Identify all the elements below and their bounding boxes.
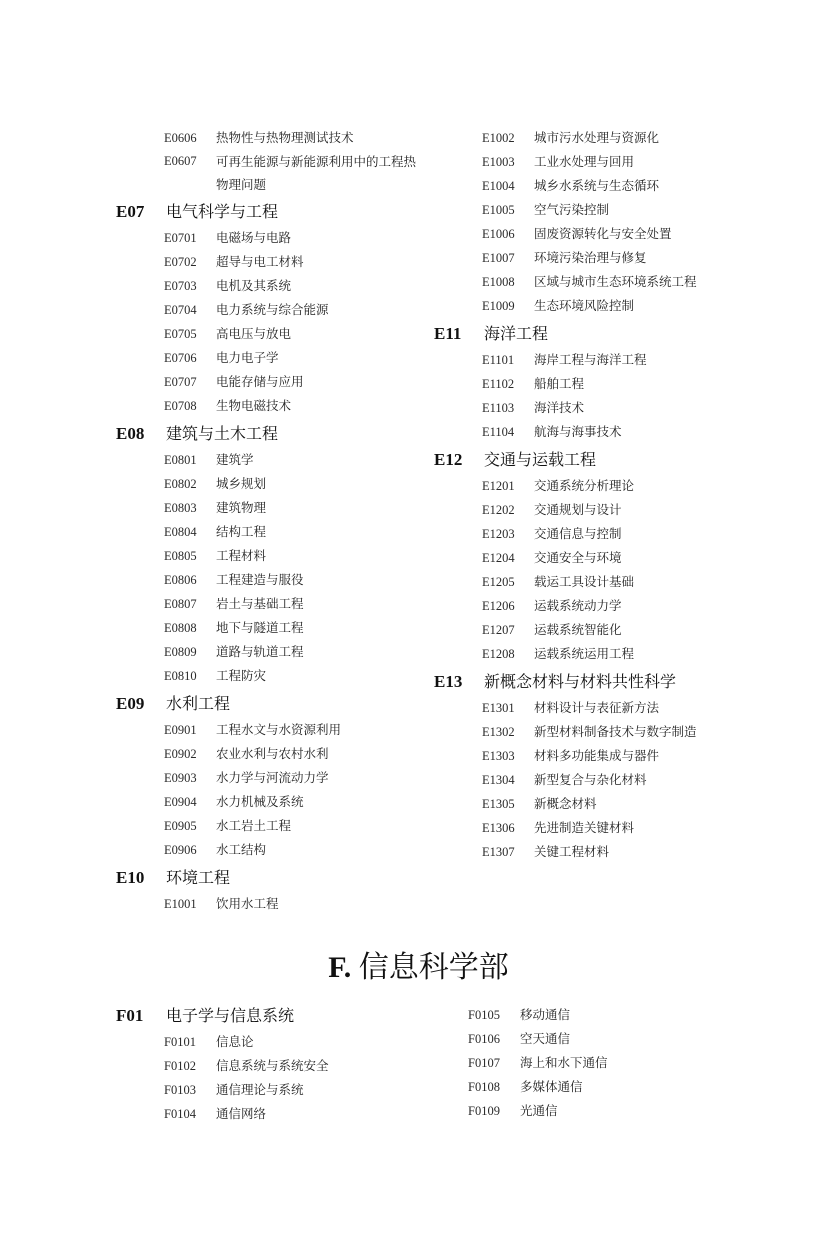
list-item: [434, 546, 754, 570]
list-item: [434, 420, 754, 444]
list-item: [116, 250, 436, 274]
item-code: F0105: [468, 1008, 500, 1022]
list-item: [116, 616, 436, 640]
item-name: 交通系统分析理论: [534, 478, 635, 493]
list-item: [116, 718, 436, 742]
list-item: [434, 174, 754, 198]
list-item: [420, 1099, 720, 1123]
item-code: E0810: [164, 669, 197, 683]
item-code: E1005: [482, 203, 515, 217]
list-item: [116, 742, 436, 766]
item-code: E1001: [164, 897, 197, 911]
item-name: 城乡水系统与生态循环: [534, 178, 660, 193]
list-item: [434, 348, 754, 372]
item-name: 光通信: [520, 1103, 558, 1118]
item-name: 建筑物理: [216, 500, 267, 515]
item-name: 新型复合与杂化材料: [534, 772, 647, 787]
item-name: 结构工程: [216, 524, 267, 539]
item-code: E1303: [482, 749, 515, 763]
item-code: E1003: [482, 155, 515, 169]
list-item: [434, 594, 754, 618]
item-code: E1006: [482, 227, 515, 241]
item-name: 工程防灾: [216, 668, 267, 683]
item-code: E0803: [164, 501, 197, 515]
group-code: F01: [116, 1006, 144, 1025]
list-item: [116, 790, 436, 814]
list-item: [434, 222, 754, 246]
group-code: E07: [116, 202, 145, 221]
list-item: [116, 150, 436, 196]
item-name: 工业水处理与回用: [534, 154, 635, 169]
item-code: E1002: [482, 131, 515, 145]
group-name: 海洋工程: [484, 324, 549, 343]
item-code: E1202: [482, 503, 515, 517]
group-heading: [116, 690, 436, 718]
group-code: E11: [434, 324, 462, 343]
item-name: 运载系统动力学: [534, 598, 622, 613]
item-name: 运载系统智能化: [534, 622, 622, 637]
list-item: [116, 814, 436, 838]
group-name: 水利工程: [166, 694, 231, 713]
list-item: [116, 766, 436, 790]
group-code: E12: [434, 450, 463, 469]
item-code: E0906: [164, 843, 197, 857]
list-item: [116, 592, 436, 616]
group-code: E13: [434, 672, 463, 691]
list-item: [116, 226, 436, 250]
item-code: F0102: [164, 1059, 196, 1073]
item-name: 城乡规划: [216, 476, 267, 491]
list-item: [434, 570, 754, 594]
group-heading: [116, 420, 436, 448]
item-name: 可再生能源与新能源利用中的工程热物理问题: [216, 154, 417, 192]
list-item: [116, 322, 436, 346]
group-heading: [116, 1002, 456, 1030]
section-f-left-column: [116, 1000, 456, 1126]
item-name: 工程水文与水资源利用: [216, 722, 342, 737]
group-name: 环境工程: [166, 868, 231, 887]
group-code: E10: [116, 868, 145, 887]
item-code: F0103: [164, 1083, 196, 1097]
item-name: 工程材料: [216, 548, 267, 563]
group-heading: [116, 864, 436, 892]
item-name: 交通信息与控制: [534, 526, 622, 541]
list-item: [116, 394, 436, 418]
item-code: E1203: [482, 527, 515, 541]
group-name: 新概念材料与材料共性科学: [484, 672, 677, 691]
item-code: E0806: [164, 573, 197, 587]
list-item: [434, 270, 754, 294]
item-code: E0707: [164, 375, 197, 389]
item-code: E1307: [482, 845, 515, 859]
item-code: E1004: [482, 179, 515, 193]
item-name: 航海与海事技术: [534, 424, 622, 439]
item-name: 关键工程材料: [534, 844, 610, 859]
item-name: 城市污水处理与资源化: [534, 130, 660, 145]
item-name: 电力电子学: [216, 350, 279, 365]
item-name: 地下与隧道工程: [216, 620, 304, 635]
list-item: [116, 298, 436, 322]
item-code: E1207: [482, 623, 515, 637]
list-item: [116, 892, 436, 916]
group-name: 电子学与信息系统: [166, 1006, 295, 1025]
item-name: 新型材料制备技术与数字制造: [534, 724, 697, 739]
list-item: [116, 472, 436, 496]
left-column: [116, 126, 436, 916]
item-code: E0808: [164, 621, 197, 635]
list-item: [116, 640, 436, 664]
item-name: 水工岩土工程: [216, 818, 292, 833]
group-name: 交通与运载工程: [484, 450, 597, 469]
item-code: E0901: [164, 723, 197, 737]
list-item: [434, 294, 754, 318]
item-name: 热物性与热物理测试技术: [216, 130, 354, 145]
item-name: 道路与轨道工程: [216, 644, 304, 659]
item-code: E0702: [164, 255, 197, 269]
section-title: [0, 942, 837, 986]
group-name: 电气科学与工程: [166, 202, 279, 221]
item-name: 岩土与基础工程: [216, 596, 304, 611]
list-item: [420, 1003, 720, 1027]
item-name: 生物电磁技术: [216, 398, 292, 413]
item-name: 高电压与放电: [216, 326, 292, 341]
group-heading: [434, 446, 754, 474]
item-code: E0905: [164, 819, 197, 833]
group-heading: [434, 320, 754, 348]
item-code: E0807: [164, 597, 197, 611]
item-name: 材料多功能集成与器件: [534, 748, 660, 763]
list-item: [116, 664, 436, 688]
item-name: 超导与电工材料: [216, 254, 304, 269]
item-name: 电机及其系统: [216, 278, 292, 293]
item-code: E0607: [164, 154, 197, 168]
list-item: [116, 346, 436, 370]
item-code: E0904: [164, 795, 197, 809]
item-code: E1205: [482, 575, 515, 589]
item-code: E0606: [164, 131, 197, 145]
group-name: 建筑与土木工程: [166, 424, 279, 443]
item-name: 多媒体通信: [520, 1079, 583, 1094]
item-code: E0902: [164, 747, 197, 761]
item-name: 电能存储与应用: [216, 374, 304, 389]
list-item: [116, 544, 436, 568]
item-code: E0705: [164, 327, 197, 341]
item-code: E0802: [164, 477, 197, 491]
item-code: E1305: [482, 797, 515, 811]
item-code: E1103: [482, 401, 515, 415]
item-name: 固废资源转化与安全处置: [534, 226, 672, 241]
section-letter: F.: [328, 951, 352, 984]
item-name: 电力系统与综合能源: [216, 302, 329, 317]
item-name: 空天通信: [520, 1031, 571, 1046]
item-name: 先进制造关键材料: [534, 820, 635, 835]
item-name: 船舶工程: [534, 376, 585, 391]
list-item: [434, 198, 754, 222]
list-item: [434, 744, 754, 768]
item-name: 信息系统与系统安全: [216, 1058, 329, 1073]
item-code: E1208: [482, 647, 515, 661]
list-item: [434, 720, 754, 744]
item-code: E1008: [482, 275, 515, 289]
list-item: [434, 474, 754, 498]
item-name: 区域与城市生态环境系统工程: [534, 274, 697, 289]
group-code: E09: [116, 694, 145, 713]
list-item: [434, 372, 754, 396]
item-code: E0708: [164, 399, 197, 413]
list-item: [420, 1027, 720, 1051]
item-code: F0104: [164, 1107, 196, 1121]
list-item: [116, 496, 436, 520]
item-name: 空气污染控制: [534, 202, 610, 217]
item-code: E1101: [482, 353, 515, 367]
item-code: E1302: [482, 725, 515, 739]
item-name: 环境污染治理与修复: [534, 250, 647, 265]
item-code: E0706: [164, 351, 197, 365]
item-code: E0805: [164, 549, 197, 563]
item-name: 通信网络: [216, 1106, 267, 1121]
item-name: 工程建造与服役: [216, 572, 304, 587]
item-name: 交通规划与设计: [534, 502, 622, 517]
item-code: F0109: [468, 1104, 500, 1118]
list-item: [434, 816, 754, 840]
right-column: [434, 126, 754, 864]
item-name: 材料设计与表征新方法: [534, 700, 660, 715]
item-code: F0108: [468, 1080, 500, 1094]
list-item: [116, 1030, 456, 1054]
item-code: E0903: [164, 771, 197, 785]
item-code: E0703: [164, 279, 197, 293]
list-item: [434, 246, 754, 270]
item-name: 水工结构: [216, 842, 267, 857]
list-item: [434, 522, 754, 546]
list-item: [434, 126, 754, 150]
item-code: E1009: [482, 299, 515, 313]
section-name: 信息科学部: [358, 950, 509, 985]
item-name: 通信理论与系统: [216, 1082, 304, 1097]
list-item: [434, 498, 754, 522]
list-item: [116, 838, 436, 862]
list-item: [116, 520, 436, 544]
item-name: 信息论: [216, 1034, 254, 1049]
item-code: E0801: [164, 453, 197, 467]
item-code: F0106: [468, 1032, 500, 1046]
item-name: 水力学与河流动力学: [216, 770, 329, 785]
item-name: 载运工具设计基础: [534, 574, 635, 589]
group-heading: [434, 668, 754, 696]
item-name: 交通安全与环境: [534, 550, 622, 565]
list-item: [116, 448, 436, 472]
list-item: [434, 768, 754, 792]
item-code: E0701: [164, 231, 197, 245]
list-item: [420, 1051, 720, 1075]
item-code: E0704: [164, 303, 197, 317]
item-code: E0804: [164, 525, 197, 539]
section-f-right-column: [420, 1003, 720, 1123]
item-code: E1102: [482, 377, 515, 391]
item-name: 新概念材料: [534, 796, 597, 811]
list-item: [116, 126, 436, 150]
item-code: E1304: [482, 773, 515, 787]
item-code: E1206: [482, 599, 515, 613]
item-name: 生态环境风险控制: [534, 298, 635, 313]
item-code: E1201: [482, 479, 515, 493]
list-item: [434, 696, 754, 720]
list-item: [434, 840, 754, 864]
item-code: F0101: [164, 1035, 196, 1049]
list-item: [434, 642, 754, 666]
item-code: E1204: [482, 551, 515, 565]
item-code: F0107: [468, 1056, 500, 1070]
item-code: E1104: [482, 425, 515, 439]
group-heading: [116, 198, 436, 226]
list-item: [116, 274, 436, 298]
item-code: E1007: [482, 251, 515, 265]
item-code: E0809: [164, 645, 197, 659]
item-code: E1301: [482, 701, 515, 715]
item-name: 海岸工程与海洋工程: [534, 352, 647, 367]
item-name: 饮用水工程: [216, 896, 279, 911]
group-code: E08: [116, 424, 145, 443]
item-name: 水力机械及系统: [216, 794, 304, 809]
item-name: 海上和水下通信: [520, 1055, 608, 1070]
item-name: 运载系统运用工程: [534, 646, 635, 661]
list-item: [434, 150, 754, 174]
list-item: [420, 1075, 720, 1099]
item-name: 农业水利与农村水利: [216, 746, 329, 761]
item-name: 移动通信: [520, 1007, 571, 1022]
list-item: [116, 1078, 456, 1102]
list-item: [116, 370, 436, 394]
list-item: [434, 396, 754, 420]
item-code: E1306: [482, 821, 515, 835]
list-item: [116, 568, 436, 592]
list-item: [116, 1102, 456, 1126]
list-item: [434, 618, 754, 642]
list-item: [434, 792, 754, 816]
item-name: 海洋技术: [534, 400, 585, 415]
item-name: 电磁场与电路: [216, 230, 292, 245]
list-item: [116, 1054, 456, 1078]
item-name: 建筑学: [216, 452, 254, 467]
